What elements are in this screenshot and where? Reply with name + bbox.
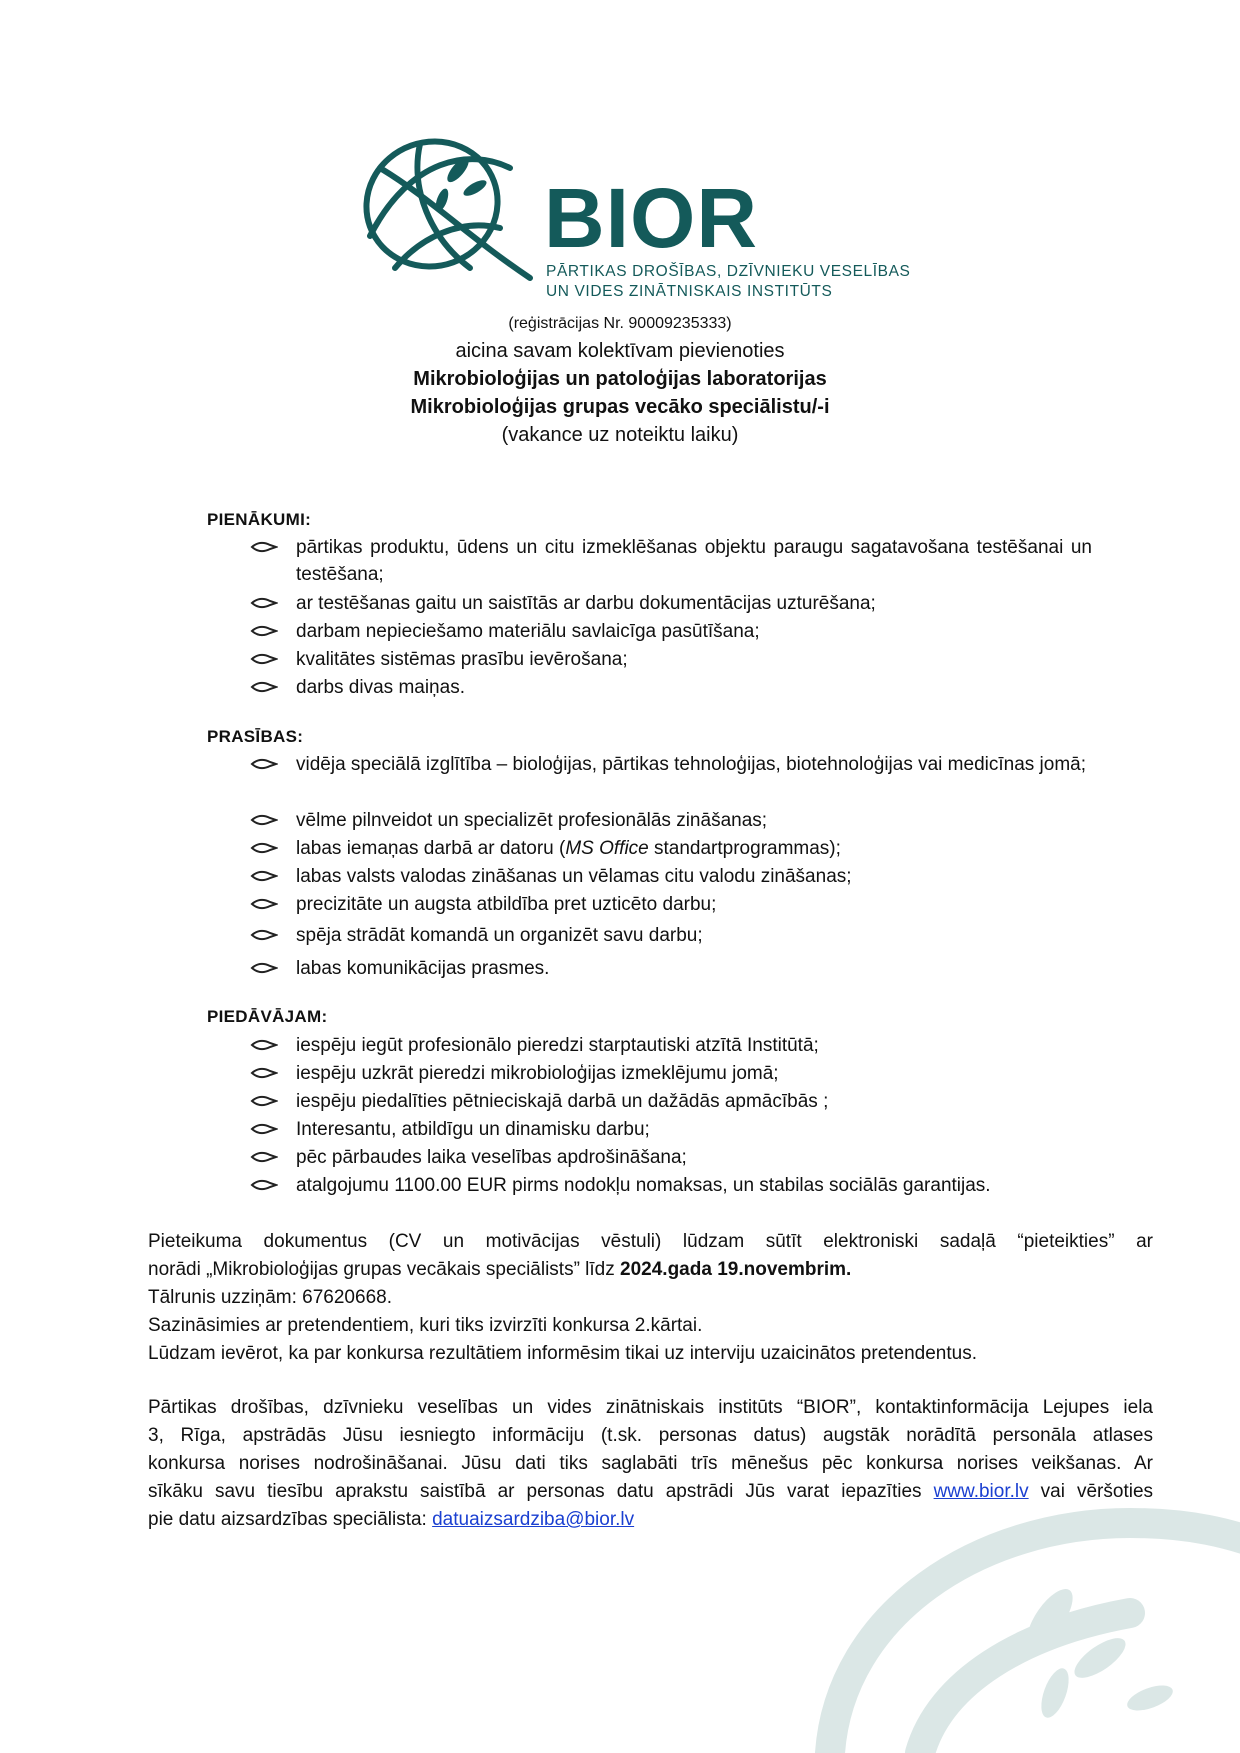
list-item xyxy=(250,891,1092,918)
list-item xyxy=(250,955,1092,982)
bullet-icon xyxy=(250,1120,278,1138)
phone-line: Tālrunis uzziņām: 67620668. xyxy=(148,1287,392,1308)
requirement-text: vidēja speciālā izglītība – bioloģijas, pārtikas tehnoloģijas, biotehnoloģijas vai medicīnas jomā; xyxy=(296,754,1087,775)
tagline-line-2: UN VIDES ZINĀTNISKAIS INSTITŪTS xyxy=(546,283,833,300)
requirement-text: vēlme pilnveidot un specializēt profesionālās zināšanas; xyxy=(296,810,768,831)
application-paragraph xyxy=(148,1228,1153,1368)
requirements-heading: PRASĪBAS: xyxy=(207,727,304,746)
list-item xyxy=(250,1144,1092,1171)
bullet-icon xyxy=(250,622,278,640)
bullet-icon xyxy=(250,959,278,977)
bior-wordmark: BIOR xyxy=(544,171,758,265)
bullet-icon xyxy=(250,678,278,696)
results-note: Lūdzam ievērot, ka par konkursa rezultātiem informēsim tikai uz interviju uzaicinātos pretendentus. xyxy=(148,1343,977,1364)
privacy-line-4-end: vai vēršoties xyxy=(1028,1481,1154,1502)
duty-text: pārtikas produktu, ūdens un citu izmeklēšanas objektu paraugu sagatavošana testēšanai un testēšana; xyxy=(296,537,1092,585)
bullet-icon xyxy=(250,867,278,885)
privacy-line-4-text: sīkāku savu tiesību aprakstu saistībā ar personas datu apstrādi Jūs varat iepazīties xyxy=(148,1481,934,1502)
duty-text: ar testēšanas gaitu un saistītās ar darbu dokumentācijas uzturēšana; xyxy=(296,593,876,614)
bullet-icon xyxy=(250,650,278,668)
application-line-1: Pieteikuma dokumentus (CV un motivācijas vēstuli) lūdzam sūtīt elektroniski sadaļā “pieteikties” ar xyxy=(148,1231,1153,1252)
list-item xyxy=(250,1172,1092,1199)
requirement-text: labas valsts valodas zināšanas un vēlamas citu valodu zināšanas; xyxy=(296,866,852,887)
offer-text: iespēju piedalīties pētnieciskajā darbā un dažādās apmācībās ; xyxy=(296,1091,829,1112)
registration-number: (reģistrācijas Nr. 90009235333) xyxy=(508,315,732,332)
privacy-paragraph xyxy=(148,1394,1153,1534)
position-title: Mikrobioloģijas grupas vecāko speciālistu/-i xyxy=(410,396,830,418)
duty-text: darbam nepieciešamo materiālu savlaicīga pasūtīšana; xyxy=(296,621,760,642)
ms-office-text: MS Office xyxy=(565,838,649,859)
list-item xyxy=(250,922,1092,949)
website-link[interactable]: www.bior.lv xyxy=(933,1481,1029,1502)
laboratory-title: Mikrobioloģijas un patoloģijas laboratorijas xyxy=(413,368,827,390)
bullet-icon xyxy=(250,1036,278,1054)
bullet-icon xyxy=(250,755,278,773)
duties-heading: PIENĀKUMI: xyxy=(207,510,312,529)
tagline-line-1: PĀRTIKAS DROŠĪBAS, DZĪVNIEKU VESELĪBAS xyxy=(546,263,911,280)
contact-note: Sazināsimies ar pretendentiem, kuri tiks izvirzīti konkursa 2.kārtai. xyxy=(148,1315,703,1336)
bullet-icon xyxy=(250,594,278,612)
duty-text: kvalitātes sistēmas prasību ievērošana; xyxy=(296,649,628,670)
requirement-text: spēja strādāt komandā un organizēt savu darbu; xyxy=(296,925,703,946)
list-item xyxy=(250,751,1092,778)
list-item xyxy=(250,1032,1092,1059)
list-item xyxy=(250,674,1092,701)
bullet-icon xyxy=(250,1092,278,1110)
bullet-icon xyxy=(250,1064,278,1082)
bior-logo xyxy=(350,128,910,306)
bullet-icon xyxy=(250,839,278,857)
privacy-line-5 xyxy=(148,1506,1153,1534)
list-item xyxy=(250,1116,1092,1143)
list-item xyxy=(250,1060,1092,1087)
email-link[interactable]: datuaizsardziba@bior.lv xyxy=(432,1509,635,1530)
vacancy-note: (vakance uz noteiktu laiku) xyxy=(501,424,739,446)
bullet-icon xyxy=(250,811,278,829)
requirement-text-start: labas iemaņas darbā ar datoru ( xyxy=(296,838,566,859)
bullet-icon xyxy=(250,1148,278,1166)
list-item xyxy=(250,534,1092,588)
list-item xyxy=(250,1088,1092,1115)
offer-text: iespēju uzkrāt pieredzi mikrobioloģijas izmeklējumu jomā; xyxy=(296,1063,779,1084)
offer-text: iespēju iegūt profesionālo pieredzi starptautiski atzītā Institūtā; xyxy=(296,1035,819,1056)
requirement-text-end: standartprogrammas); xyxy=(648,838,841,859)
offer-text: atalgojumu 1100.00 EUR pirms nodokļu nomaksas, un stabilas sociālās garantijas. xyxy=(296,1175,991,1196)
duty-text: darbs divas maiņas. xyxy=(296,677,465,698)
intro-text: aicina savam kolektīvam pievienoties xyxy=(455,340,785,362)
bullet-icon xyxy=(250,1176,278,1194)
privacy-line-4 xyxy=(148,1478,1153,1506)
requirement-text: labas komunikācijas prasmes. xyxy=(296,958,550,979)
list-item xyxy=(250,646,1092,673)
application-line-2-text: norādi „Mikrobioloģijas grupas vecākais speciālists” līdz xyxy=(148,1259,621,1280)
application-line-2 xyxy=(148,1256,1153,1284)
list-item xyxy=(250,590,1092,617)
requirement-text: precizitāte un augsta atbildība pret uzticēto darbu; xyxy=(296,894,717,915)
list-item xyxy=(250,807,1092,834)
offer-text: Interesantu, atbildīgu un dinamisku darbu; xyxy=(296,1119,650,1140)
privacy-line-2: 3, Rīga, apstrādās Jūsu iesniegto informāciju (t.sk. personas datus) augstāk norādītā personāla atlases xyxy=(148,1425,1153,1446)
bullet-icon xyxy=(250,538,278,556)
institute-tagline xyxy=(546,262,910,302)
privacy-line-1: Pārtikas drošības, dzīvnieku veselības un vides zinātniskais institūts “BIOR”, kontaktinformācija Lejupes iela xyxy=(148,1397,1153,1418)
bullet-icon xyxy=(250,895,278,913)
list-item xyxy=(250,618,1092,645)
bior-globe-leaf-icon xyxy=(350,128,550,288)
privacy-line-5-text: pie datu aizsardzības speciālista: xyxy=(148,1509,433,1530)
offer-text: pēc pārbaudes laika veselības apdrošināšana; xyxy=(296,1147,687,1168)
requirement-text xyxy=(296,835,1092,862)
application-deadline: 2024.gada 19.novembrim. xyxy=(620,1259,852,1280)
list-item xyxy=(250,863,1092,890)
bullet-icon xyxy=(250,926,278,944)
list-item xyxy=(250,835,1092,862)
offer-heading: PIEDĀVĀJAM: xyxy=(207,1007,328,1026)
privacy-line-3: konkursa norises nodrošināšanai. Jūsu dati tiks saglabāti trīs mēnešus pēc konkursa norises veikšanas. Ar xyxy=(148,1453,1153,1474)
